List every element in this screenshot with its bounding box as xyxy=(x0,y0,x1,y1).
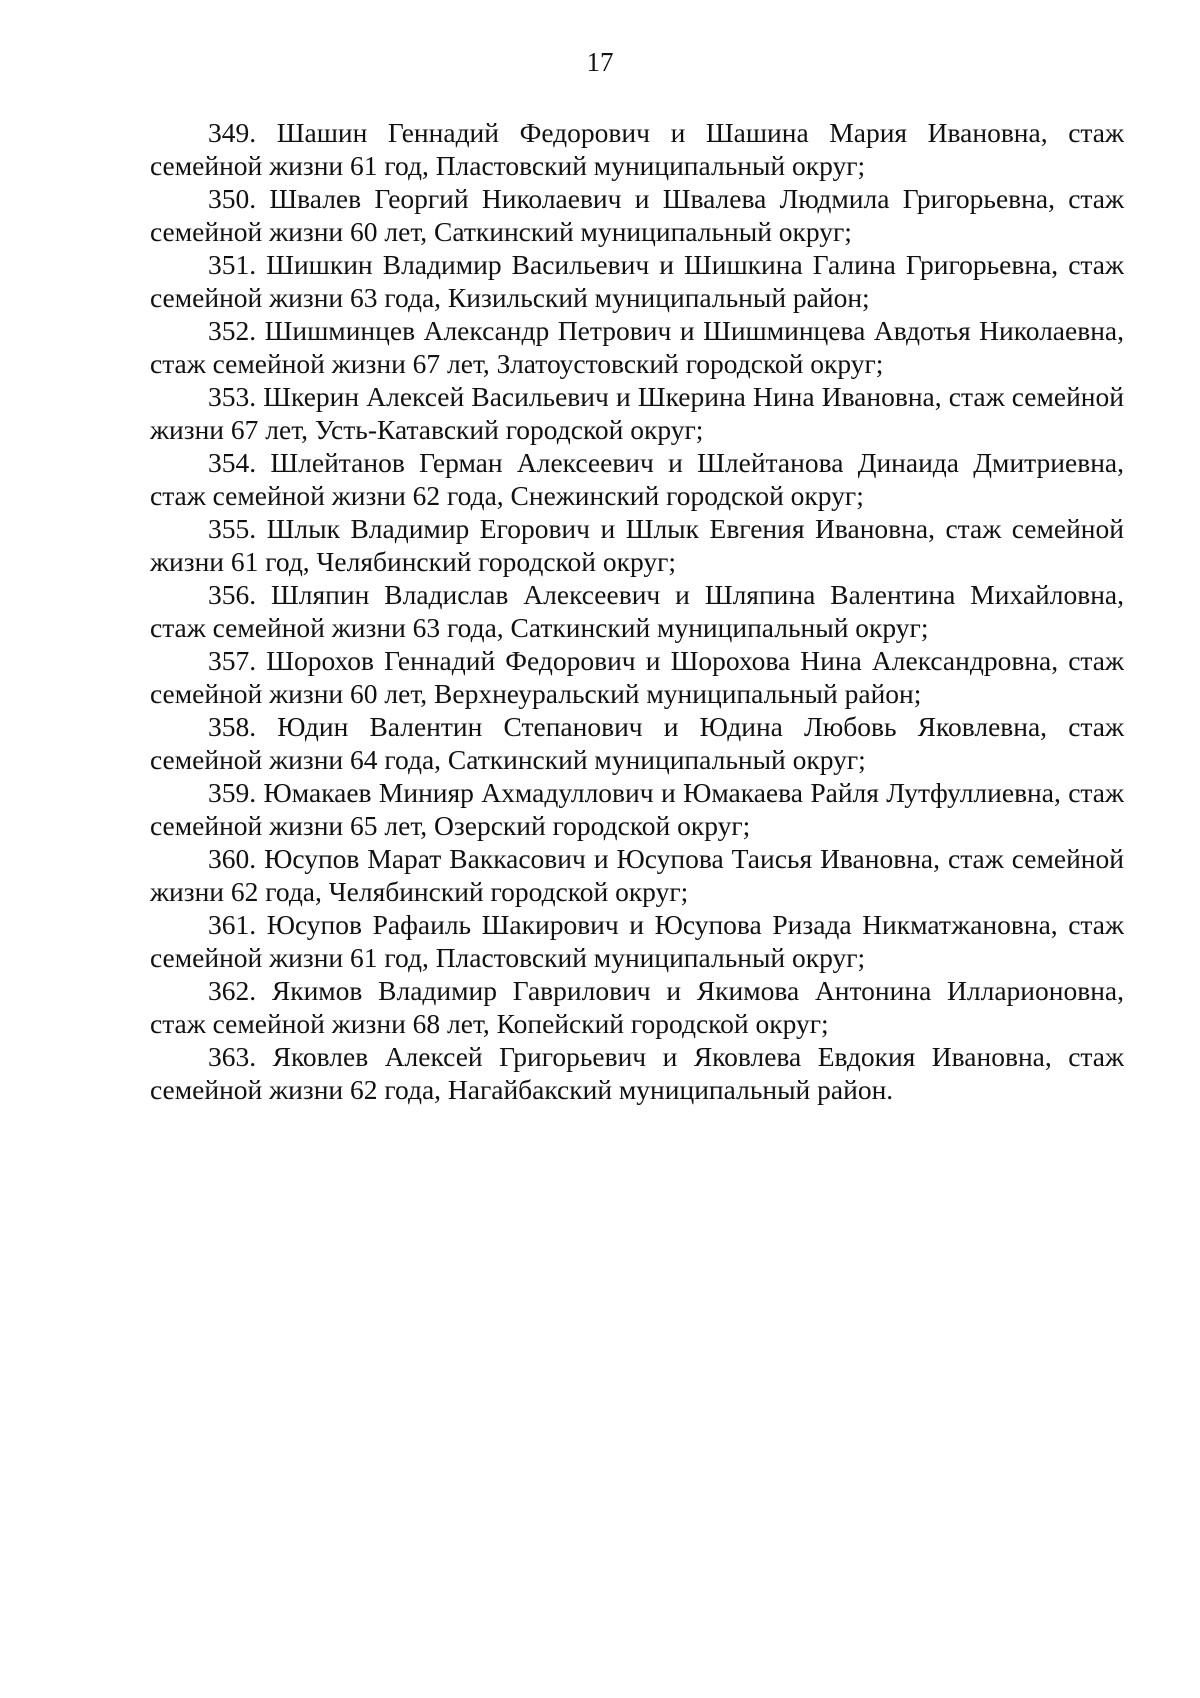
list-item: 350. Швалев Георгий Николаевич и Швалева Людмила Григорьевна, стаж семейной жизни 60 лет, Саткинский муниципальный округ; xyxy=(150,183,1124,247)
entries-list xyxy=(150,116,1124,1106)
list-item: 351. Шишкин Владимир Васильевич и Шишкина Галина Григорьевна, стаж семейной жизни 63 года, Кизильский муниципальный район; xyxy=(150,249,1124,313)
list-item: 355. Шлык Владимир Егорович и Шлык Евгения Ивановна, стаж семейной жизни 61 год, Челябинский городской округ; xyxy=(150,513,1124,577)
list-item: 361. Юсупов Рафаиль Шакирович и Юсупова Ризада Никматжановна, стаж семейной жизни 61 год, Пластовский муниципальный округ; xyxy=(150,909,1124,973)
list-item: 363. Яковлев Алексей Григорьевич и Яковлева Евдокия Ивановна, стаж семейной жизни 62 года, Нагайбакский муниципальный район. xyxy=(150,1041,1124,1105)
list-item: 358. Юдин Валентин Степанович и Юдина Любовь Яковлевна, стаж семейной жизни 64 года, Саткинский муниципальный округ; xyxy=(150,711,1124,775)
list-item: 357. Шорохов Геннадий Федорович и Шорохова Нина Александровна, стаж семейной жизни 60 лет, Верхнеуральский муниципальный район; xyxy=(150,645,1124,709)
page-number: 17 xyxy=(586,47,614,77)
list-item: 359. Юмакаев Минияр Ахмадуллович и Юмакаева Райля Лутфуллиевна, стаж семейной жизни 65 лет, Озерский городской округ; xyxy=(150,777,1124,841)
list-item: 353. Шкерин Алексей Васильевич и Шкерина Нина Ивановна, стаж семейной жизни 67 лет, Усть-Катавский городской округ; xyxy=(150,381,1124,445)
list-item: 354. Шлейтанов Герман Алексеевич и Шлейтанова Динаида Дмитриевна, стаж семейной жизни 62 года, Снежинский городской округ; xyxy=(150,447,1124,511)
list-item: 360. Юсупов Марат Ваккасович и Юсупова Таисья Ивановна, стаж семейной жизни 62 года, Челябинский городской округ; xyxy=(150,843,1124,907)
list-item: 356. Шляпин Владислав Алексеевич и Шляпина Валентина Михайловна, стаж семейной жизни 63 года, Саткинский муниципальный округ; xyxy=(150,579,1124,643)
list-item: 362. Якимов Владимир Гаврилович и Якимова Антонина Илларионовна, стаж семейной жизни 68 лет, Копейский городской округ; xyxy=(150,975,1124,1039)
list-item: 352. Шишминцев Александр Петрович и Шишминцева Авдотья Николаевна, стаж семейной жизни 67 лет, Златоустовский городской округ; xyxy=(150,315,1124,379)
list-item: 349. Шашин Геннадий Федорович и Шашина Мария Ивановна, стаж семейной жизни 61 год, Пластовский муниципальный округ; xyxy=(150,117,1124,181)
